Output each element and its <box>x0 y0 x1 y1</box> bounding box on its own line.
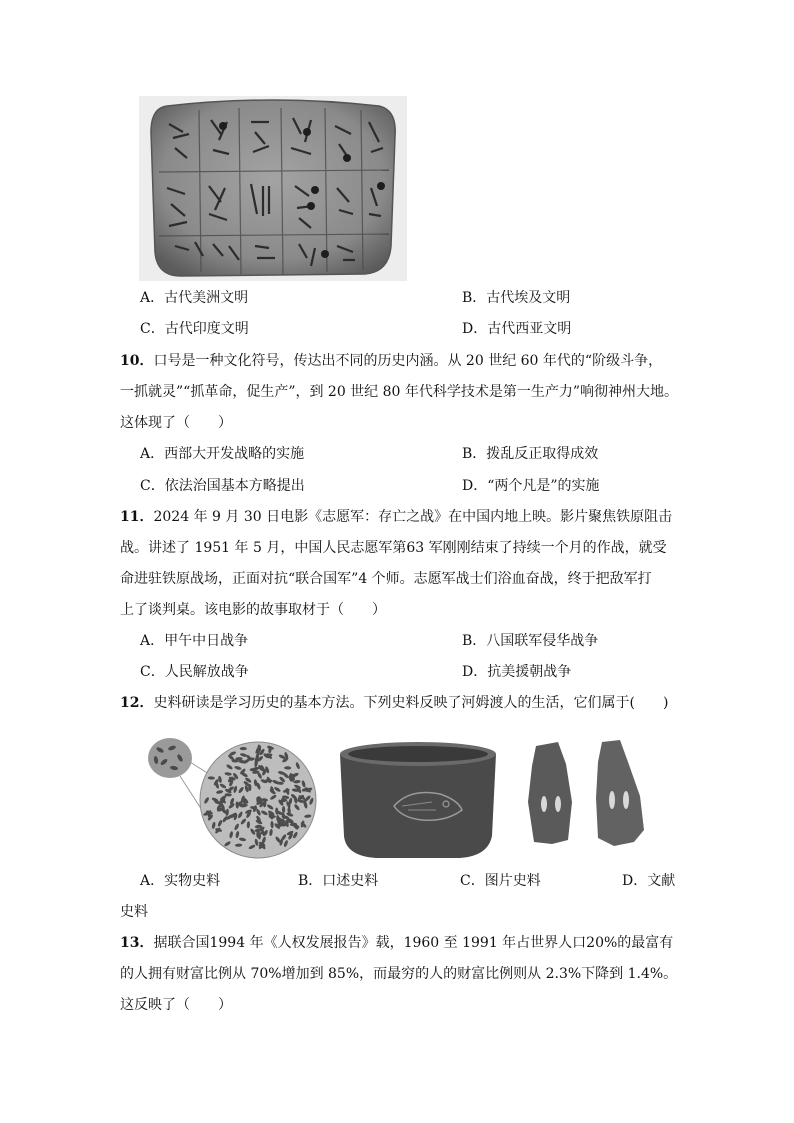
q9-option-a[interactable]: A．古代美洲文明 <box>140 290 249 306</box>
q10-option-b[interactable]: B．拨乱反正取得成效 <box>462 446 599 462</box>
q11-number: 11． <box>120 509 154 525</box>
q12-option-d[interactable]: D．文献 <box>622 873 676 889</box>
q12-stem-line-1 <box>120 693 668 713</box>
q12-option-d-wrap: 史料 <box>120 904 148 920</box>
q11-option-b[interactable]: B．八国联军侵华战争 <box>462 633 599 649</box>
q10-stem-line-2: 一抓就灵”“抓革命，促生产”，到 20 世纪 80 年代科学技术是第一生产力”响彻神州大地。 <box>120 384 679 400</box>
q10-number: 10． <box>120 353 154 369</box>
q13-stem-line-2: 的人拥有财富比例从 70%增加到 85%，而最穷的人的财富比例则从 2.3%下降到 1.4%。 <box>120 966 678 982</box>
q9-option-b[interactable]: B．古代埃及文明 <box>462 290 571 306</box>
q10-stem-line-3: 这体现了（ ） <box>120 415 232 431</box>
q10-option-a[interactable]: A．西部大开发战略的实施 <box>140 446 305 462</box>
q9-option-d[interactable]: D．古代西亚文明 <box>462 321 572 337</box>
q12-text-1: 史料研读是学习历史的基本方法。下列史料反映了河姆渡人的生活，它们属于( ) <box>153 695 669 711</box>
q12-option-a[interactable]: A．实物史料 <box>140 873 221 889</box>
q11-stem-line-4: 上了谈判桌。该电影的故事取材于（ ） <box>120 602 386 618</box>
q13-stem-line-1 <box>120 933 673 953</box>
q13-text-1: 据联合国1994 年《人权发展报告》载，1960 至 1991 年占世界人口20%的最富有 <box>153 935 674 951</box>
q11-stem-line-2: 战。讲述了 1951 年 5 月，中国人民志愿军第63 军刚刚结束了持续一个月的作战，就受 <box>120 540 667 556</box>
q13-number: 13． <box>120 935 154 951</box>
q10-stem-line-1 <box>120 351 662 371</box>
q10-text-1: 口号是一种文化符号，传达出不同的历史内涵。从 20 世纪 60 年代的“阶级斗争， <box>153 353 663 369</box>
cuneiform-tablet-image <box>139 96 407 281</box>
q11-option-a[interactable]: A．甲午中日战争 <box>140 633 249 649</box>
q12-option-c[interactable]: C．图片史料 <box>460 873 541 889</box>
pottery-bowl-image <box>340 742 496 858</box>
q13-stem-line-3: 这反映了（ ） <box>120 997 232 1013</box>
q11-text-1: 2024 年 9 月 30 日电影《志愿军：存亡之战》在中国内地上映。影片聚焦铁原阻击 <box>153 509 673 525</box>
q12-number: 12． <box>120 695 154 711</box>
rice-grains-image <box>148 738 316 858</box>
q10-option-d[interactable]: D．“两个凡是”的实施 <box>462 478 600 494</box>
q12-option-b[interactable]: B．口述史料 <box>298 873 379 889</box>
q11-stem-line-3: 命进驻铁原战场，正面对抗“联合国军”4 个师。志愿军战士们浴血奋战，终于把敌军打 <box>120 571 652 587</box>
q9-option-c[interactable]: C．古代印度文明 <box>140 321 249 337</box>
q10-option-c[interactable]: C．依法治国基本方略提出 <box>140 478 305 494</box>
q11-option-c[interactable]: C．人民解放战争 <box>140 664 249 680</box>
q11-stem-line-1 <box>120 507 672 527</box>
bone-spades-image <box>528 740 644 846</box>
q12-figures <box>140 732 660 864</box>
q11-option-d[interactable]: D．抗美援朝战争 <box>462 664 572 680</box>
